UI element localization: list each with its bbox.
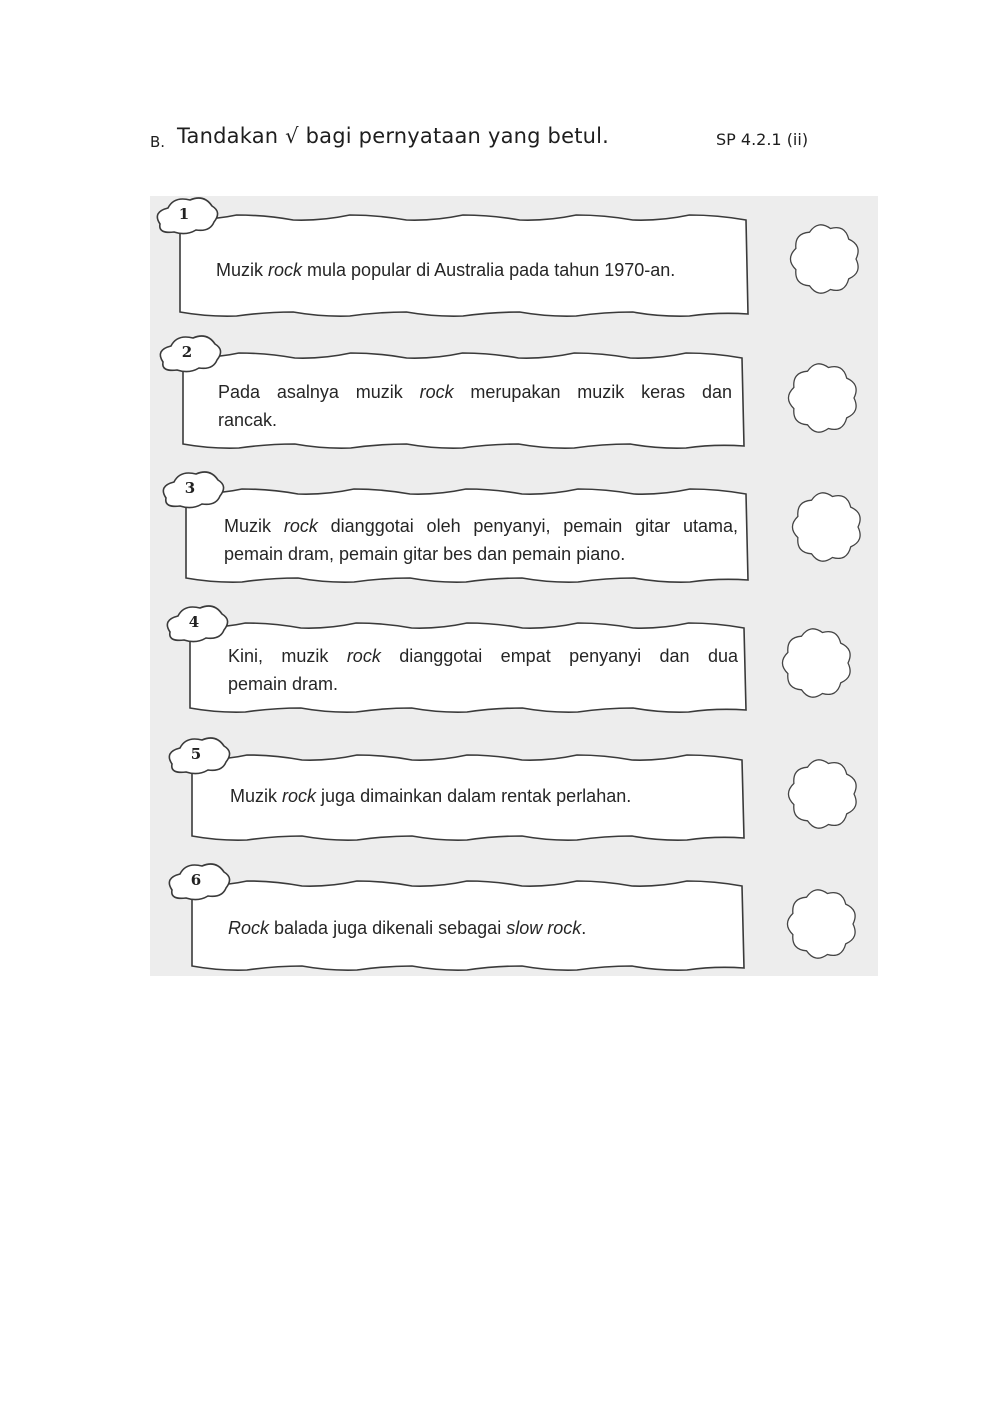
statement-text — [218, 378, 732, 434]
text-run: Pada asalnya muzik — [218, 382, 420, 402]
italic-term: rock — [346, 646, 381, 666]
statement-line — [224, 512, 738, 540]
statement-text — [216, 256, 730, 284]
statement-line — [228, 914, 738, 942]
statement-line — [228, 642, 738, 670]
text-run: balada juga dikenali sebagai — [269, 918, 507, 938]
text-run: dianggotai oleh penyanyi, pemain gitar utama, — [317, 516, 738, 536]
text-run: . — [581, 918, 587, 938]
statement-number: 3 — [184, 479, 196, 497]
italic-term: rock — [419, 382, 454, 402]
exercise-scan — [150, 196, 878, 976]
answer-flower-box[interactable] — [790, 225, 858, 293]
text-run: Muzik — [216, 260, 269, 280]
answer-flower-box[interactable] — [782, 629, 850, 697]
statement-line — [218, 406, 732, 434]
statement-number: 5 — [190, 745, 202, 763]
text-run: Kini, muzik — [228, 646, 347, 666]
statement-line — [224, 540, 738, 568]
statement-text — [224, 512, 738, 568]
instruction-text: Tandakan √ bagi pernyataan yang betul. — [177, 124, 610, 148]
answer-flower-box[interactable] — [788, 364, 856, 432]
statement-text — [228, 642, 738, 698]
answer-flower-box[interactable] — [792, 493, 860, 561]
statement-number: 6 — [190, 871, 202, 889]
italic-term: rock — [282, 786, 317, 806]
exercise-shapes — [150, 196, 878, 976]
statement-text — [228, 914, 738, 942]
curriculum-code: SP 4.2.1 (ii) — [716, 130, 809, 149]
text-run: pemain dram. — [228, 674, 339, 694]
italic-term: slow rock — [506, 918, 582, 938]
text-run: merupakan muzik keras dan — [453, 382, 733, 402]
statement-number: 4 — [188, 613, 200, 631]
statement-line — [230, 782, 738, 810]
text-run: Muzik — [230, 786, 283, 806]
statement-number: 2 — [181, 343, 193, 361]
statement-text — [230, 782, 738, 810]
italic-term: rock — [268, 260, 303, 280]
text-run: Muzik — [224, 516, 284, 536]
text-run: dianggotai empat penyanyi dan dua — [380, 646, 738, 666]
answer-flower-box[interactable] — [787, 890, 855, 958]
text-run: rancak. — [218, 410, 278, 430]
answer-flower-box[interactable] — [788, 760, 856, 828]
text-run: juga dimainkan dalam rentak perlahan. — [316, 786, 632, 806]
statement-line — [218, 378, 732, 406]
text-run: pemain dram, pemain gitar bes dan pemain piano. — [224, 544, 626, 564]
statement-number: 1 — [178, 205, 190, 223]
section-letter: B. — [150, 133, 166, 151]
italic-term: rock — [283, 516, 318, 536]
italic-term: Rock — [228, 918, 270, 938]
worksheet-header — [150, 122, 850, 162]
statement-line — [228, 670, 738, 698]
text-run: mula popular di Australia pada tahun 1970-an. — [302, 260, 676, 280]
statement-line — [216, 256, 730, 284]
